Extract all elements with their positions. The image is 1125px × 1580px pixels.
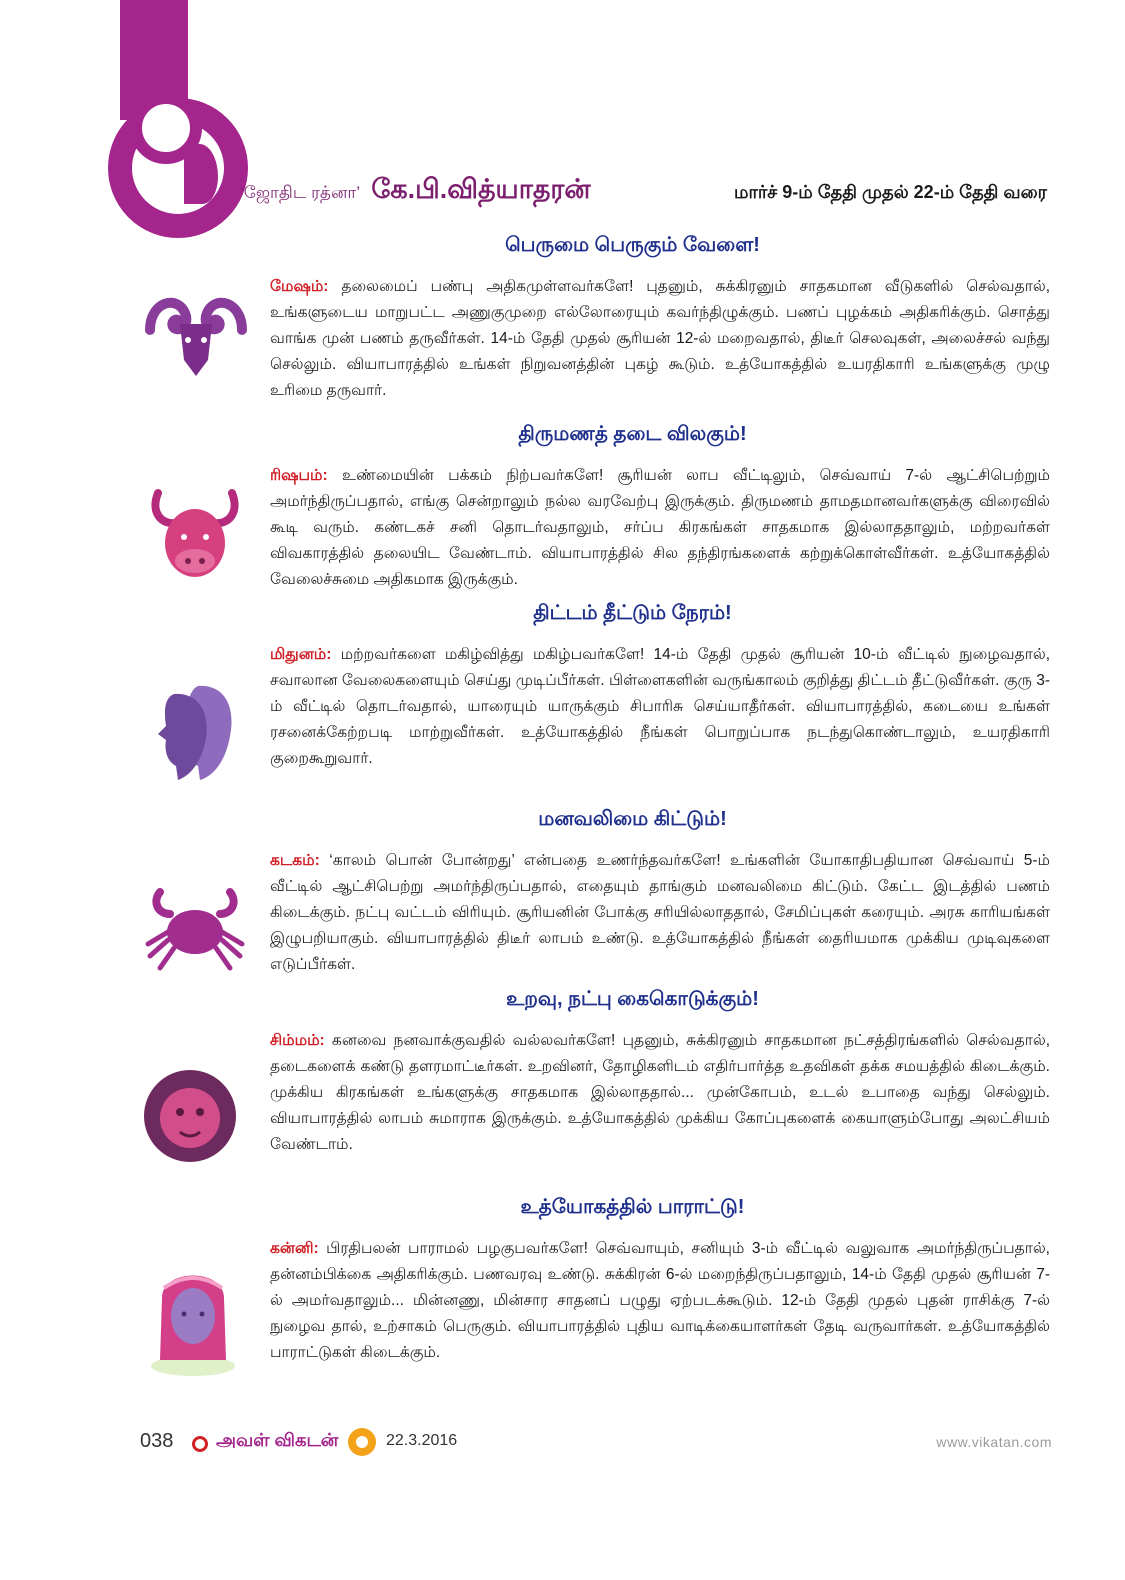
section-heading: உத்யோகத்தில் பாராட்டு! — [520, 1196, 745, 1218]
byline — [240, 174, 591, 209]
section-text — [270, 848, 1050, 978]
circle-bullet-icon — [192, 1436, 208, 1452]
horoscope-section-cancer — [0, 808, 1125, 973]
forecast-text: ‘காலம் பொன் போன்றது’ என்பதை உணர்ந்தவர்களே! உங்களின் யோகாதிபதியான செவ்வாய் 5-ம் வீட்டில் ஆட்சிபெற்று அமர்ந்திருப்பதால், எதையும் தாங்கும் மனவலிமை கிட்டும். கேட்ட இடத்தில் பணம் கிடைக்கும். நட்பு வட்டம் விரியும். சூரியனின் போக்கு சரியில்லாததால், சேமிப்புகள் கரையும். அரசு காரியங்கள் இழுபறியாகும். வியாபாரத்தில் திடீர் லாபம் உண்டு. உத்யோகத்தில் நீங்கள் தைரியமாக முக்கிய முடிவுகளை எடுப்பீர்கள். — [270, 852, 1050, 973]
sign-name: கன்னி: — [270, 1240, 319, 1257]
section-heading: திருமணத் தடை விலகும்! — [518, 423, 747, 445]
author-title: ‘ஜோதிட ரத்னா’ — [240, 183, 361, 202]
page-footer — [140, 1430, 1052, 1458]
horoscope-section-leo — [0, 988, 1125, 1153]
virgo-maiden-icon — [140, 1258, 246, 1378]
issue-date: 22.3.2016 — [386, 1432, 458, 1449]
date-range: மார்ச் 9-ம் தேதி முதல் 22-ம் தேதி வரை — [734, 182, 1047, 202]
section-heading: திட்டம் தீட்டும் நேரம்! — [533, 602, 732, 624]
section-heading: மனவலிமை கிட்டும்! — [538, 808, 727, 830]
magazine-name: அவள் விகடன் — [216, 1430, 339, 1450]
forecast-text: மற்றவர்களை மகிழ்வித்து மகிழ்பவர்களே! 14-ம் தேதி முதல் சூரியன் 10-ம் வீட்டில் நுழைவதால், சவாலான வேலைகளையும் செய்து முடிப்பீர்கள். பிள்ளைகளின் வருங்காலம் குறித்து திட்டம் தீட்டுவீர்கள். குரு 3-ம் வீட்டில் தொடர்வதால், யாரையும் யாருக்கும் சிபாரிசு செய்யாதீர்கள். வியாபாரத்தில், கடையை உங்கள் ரசனைக்கேற்றபடி மாற்றுவீர்கள். உத்யோகத்தில் நீங்கள் பொறுப்பாக நடந்துகொண்டாலும், உயரதிகாரி குறைகூறுவார். — [270, 646, 1050, 767]
leo-lion-icon — [140, 1066, 240, 1166]
sign-name: மிதுனம்: — [270, 646, 332, 663]
page-number: 038 — [140, 1430, 174, 1452]
website-url: www.vikatan.com — [936, 1434, 1052, 1450]
sign-name: ரிஷபம்: — [270, 467, 328, 484]
forecast-text: தலைமைப் பண்பு அதிகமுள்ளவர்களே! புதனும், சுக்கிரனும் சாதகமான வீடுகளில் செல்வதால், உங்களுடைய மாறுபட்ட அணுகுமுறை எல்லோரையும் கவர்ந்திழுக்கும். பணப் புழக்கம் அதிகரிக்கும். சொத்து வாங்க முன் பணம் தருவீர்கள். 14-ம் தேதி முதல் சூரியன் 12-ல் மறைவதால், திடீர் செலவுகள், அலைச்சல் வந்து செல்லும். வியாபாரத்தில் உங்கள் நிறுவனத்தின் புகழ் கூடும். உத்யோகத்தில் உயரதிகாரி உங்களுக்கு முழு உரிமை தருவார். — [270, 278, 1050, 399]
section-heading: பெருமை பெருகும் வேளை! — [505, 234, 760, 256]
forecast-text: கனவை நனவாக்குவதில் வல்லவர்களே! புதனும், சுக்கிரனும் சாதகமான நட்சத்திரங்களில் செல்வதால், தடைகளைக் கண்டு தளரமாட்டீர்கள். உறவினர், தோழிகளிடம் எதிர்பார்த்த உதவிகள் தக்க சமயத்தில் கிடைக்கும். முக்கிய கிரகங்கள் உங்களுக்கு சாதகமாக இல்லாததால்... முன்கோபம், உடல் உபாதை வந்து செல்லும். வியாபாரத்தில் லாபம் சுமாராக இருக்கும். உத்யோகத்தில் முக்கிய கோப்புகளைக் கையாளும்போது அலட்சியம் வேண்டாம். — [270, 1032, 1050, 1153]
section-heading: உறவு, நட்பு கைகொடுக்கும்! — [506, 988, 759, 1010]
section-text — [270, 1236, 1050, 1366]
section-text — [270, 274, 1050, 404]
section-text — [270, 642, 1050, 772]
horoscope-section-taurus — [0, 423, 1125, 588]
cancer-crab-icon — [140, 874, 250, 974]
taurus-bull-icon — [140, 479, 250, 583]
forecast-text: உண்மையின் பக்கம் நிற்பவர்களே! சூரியன் லாப வீட்டிலும், செவ்வாய் 7-ல் ஆட்சிபெற்றும் அமர்ந்திருப்பதால், எங்கு சென்றாலும் நல்ல வரவேற்பு இருக்கும். திருமணம் தாமதமானவர்களுக்கு விரைவில் கூடி வரும். கண்டகச் சனி தொடர்வதாலும், சர்ப்ப கிரகங்கள் சாதகமாக இல்லாததாலும், மற்றவர்கள் விவகாரத்தில் தலையிட வேண்டாம். வியாபாரத்தில் சில தந்திரங்களைக் கற்றுக்கொள்வீர்கள். உத்யோகத்தில் வேலைச்சுமை அதிகமாக இருக்கும். — [270, 467, 1050, 588]
sign-name: சிம்மம்: — [270, 1032, 325, 1049]
author-name: கே.பி.வித்யாதரன் — [371, 174, 591, 204]
section-text — [270, 463, 1050, 593]
aries-ram-icon — [140, 290, 252, 382]
horoscope-section-aries — [0, 234, 1125, 399]
vikatan-logo-icon — [348, 1428, 376, 1456]
forecast-text: பிரதிபலன் பாராமல் பழகுபவர்களே! செவ்வாயும், சனியும் 3-ம் வீட்டில் வலுவாக அமர்ந்திருப்பதால், தன்னம்பிக்கை அதிகரிக்கும். பணவரவு உண்டு. சுக்கிரன் 6-ல் மறைந்திருப்பதாலும், 14-ம் தேதி முதல் சூரியன் 7-ல் அமர்வதாலும்... மின்னணு, மின்சார சாதனப் பழுது ஏற்படக்கூடும். 12-ம் தேதி முதல் புதன் ராசிக்கு 7-ல் நுழைவ தால், உற்சாகம் பெருகும். வியாபாரத்தில் புதிய வாடிக்கையாளர்கள் தேடி வருவார்கள். உத்யோகத்தில் பாராட்டுகள் கிடைக்கும். — [270, 1240, 1050, 1361]
gemini-twins-icon — [140, 676, 250, 786]
section-text — [270, 1028, 1050, 1158]
horoscope-section-gemini — [0, 602, 1125, 767]
sign-name: மேஷம்: — [270, 278, 329, 295]
sign-name: கடகம்: — [270, 852, 320, 869]
horoscope-section-virgo — [0, 1196, 1125, 1361]
